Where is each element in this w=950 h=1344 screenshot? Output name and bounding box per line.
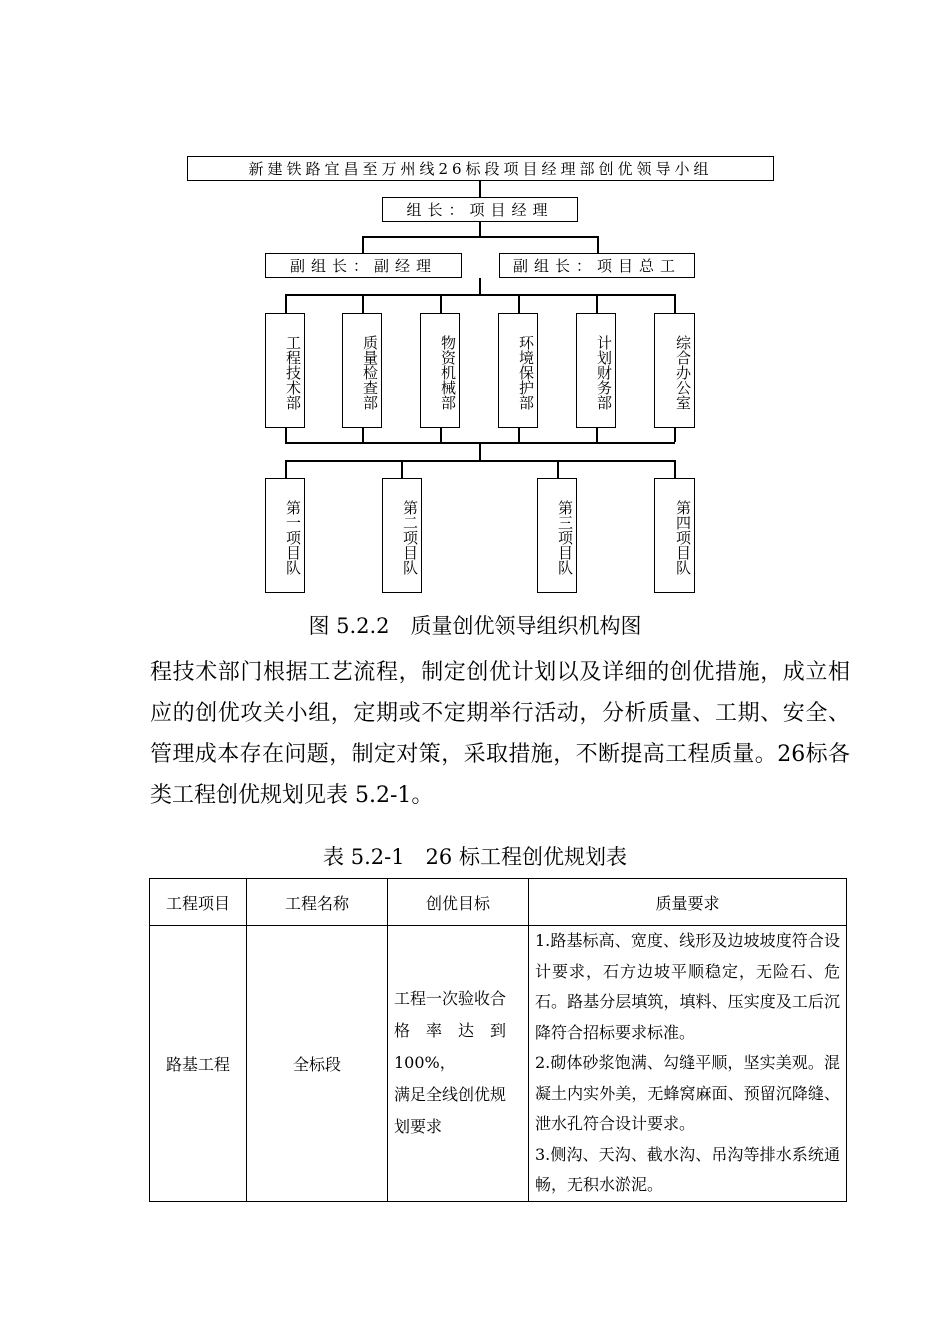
table-header-cell: 创优目标 [388,879,529,926]
org-top-label: 新建铁路宜昌至万州线26标段项目经理部创优领导小组 [248,160,713,178]
org-dept-box-5 [576,313,616,428]
org-dept-label: 环境保护部 [517,334,535,410]
connector [362,294,364,313]
connector [440,428,442,442]
org-top-box [187,156,774,181]
goal-line: 格 率 达 到 [394,1021,507,1041]
connector [597,236,599,253]
connector [479,442,481,461]
org-dept-label: 计划财务部 [595,334,613,410]
org-dept-box-1 [265,313,305,428]
org-dept-label: 工程技术部 [284,334,302,410]
connector [285,460,287,478]
connector [285,428,287,442]
connector [596,294,598,313]
plan-table [149,878,847,1202]
connector [557,460,559,478]
goal-line: 100%， [394,1053,456,1073]
table-header-cell: 工程名称 [247,879,388,926]
org-team-label: 第一项目队 [284,499,302,575]
connector [362,236,364,253]
goal-line: 工程一次验收合 [394,989,507,1009]
requirement-item: 3.侧沟、天沟、截水沟、吊沟等排水系统通畅，无积水淤泥。 [535,1144,840,1194]
connector [674,428,676,442]
org-dept-label: 质量检查部 [361,334,379,410]
org-dept-label: 物资机械部 [439,334,457,410]
table-header-cell: 质量要求 [529,879,847,926]
connector [401,460,403,478]
connector [518,428,520,442]
table-header-row [150,879,847,926]
connector [479,222,481,237]
table-cell-name: 全标段 [247,926,388,1202]
connector [285,294,287,313]
requirement-item: 1.路基标高、宽度、线形及边坡坡度符合设计要求，石方边坡平顺稳定，无险石、危石。路基分层填筑，填料、压实度及工后沉降符合招标要求标准。 [535,931,840,1042]
table-row [150,926,847,1202]
table-cell-item: 路基工程 [150,926,247,1202]
connector [285,460,675,462]
figure-caption: 图 5.2.2 质量创优领导组织机构图 [308,614,642,638]
org-team-box-1 [265,478,305,593]
org-dept-label: 综合办公室 [674,334,692,410]
table-cell-requirements [529,926,847,1202]
org-dept-box-6 [654,313,695,428]
org-deputy-box-1 [265,253,462,278]
org-dept-box-4 [498,313,538,428]
connector [596,428,598,442]
connector [285,294,675,296]
org-team-label: 第二项目队 [401,499,419,575]
org-deputy-label: 副组长：副经理 [289,257,437,275]
body-paragraph: 程技术部门根据工艺流程，制定创优计划以及详细的创优措施，成立相应的创优攻关小组，定期或不定期举行活动，分析质量、工期、安全、管理成本存在问题，制定对策，采取措施，不断提高工程质量。26标各类工程创优规划见表 5.2-1。 [150,660,850,808]
connector [440,294,442,313]
org-deputy-label: 副组长：项目总工 [512,257,681,275]
org-leader-label: 组长：项目经理 [406,201,554,219]
org-team-label: 第三项目队 [556,499,574,575]
org-team-box-2 [382,478,422,593]
connector [674,460,676,478]
connector [518,294,520,313]
org-team-box-3 [537,478,577,593]
org-team-box-4 [654,478,695,593]
table-caption: 表 5.2-1 26 标工程创优规划表 [323,845,627,869]
goal-line: 满足全线创优规 [394,1085,507,1105]
org-leader-box [382,197,578,222]
connector [674,294,676,313]
goal-line: 划要求 [394,1117,443,1137]
connector [362,236,598,238]
connector [362,428,364,442]
requirement-item: 2.砌体砂浆饱满、勾缝平顺，坚实美观。混凝土内实外美，无蜂窝麻面、预留沉降缝、泄水孔符合设计要求。 [535,1053,840,1133]
table-header-cell: 工程项目 [150,879,247,926]
org-team-label: 第四项目队 [674,499,692,575]
connector [479,181,481,197]
org-deputy-box-2 [499,253,695,278]
connector [479,278,481,294]
table-cell-goal [388,926,529,1202]
org-dept-box-2 [342,313,382,428]
org-dept-box-3 [420,313,460,428]
